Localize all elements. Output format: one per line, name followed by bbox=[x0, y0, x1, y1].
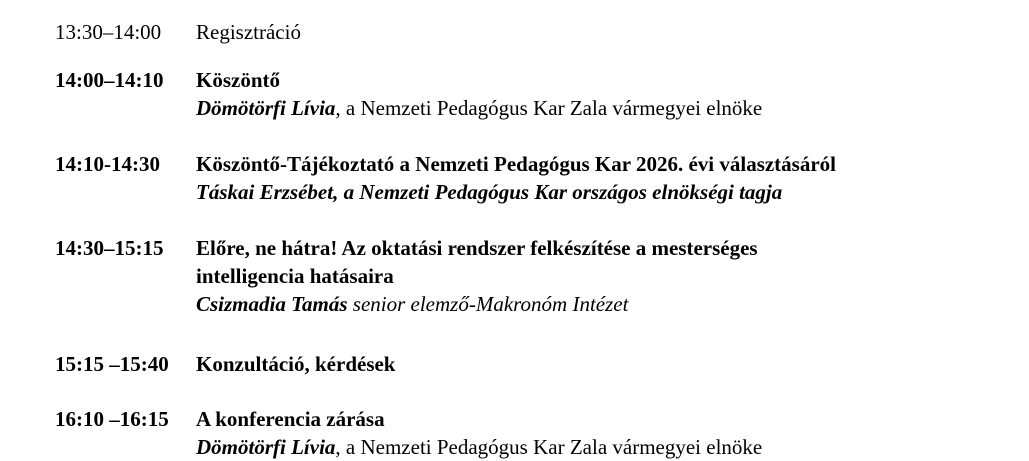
speaker-role: , a Nemzeti Pedagógus Kar Zala vármegyei elnöke bbox=[335, 96, 763, 120]
speaker-role: senior elemző-Makronóm Intézet bbox=[347, 292, 629, 316]
agenda-content bbox=[196, 405, 996, 461]
agenda-content bbox=[196, 350, 996, 378]
speaker-name: Csizmadia Tamás bbox=[196, 292, 348, 316]
agenda-title: A konferencia zárása bbox=[196, 407, 385, 431]
agenda-time: 13:30–14:00 bbox=[55, 20, 162, 44]
agenda-speaker-line bbox=[196, 433, 996, 461]
agenda-time: 14:00–14:10 bbox=[55, 68, 164, 92]
agenda-time: 14:10-14:30 bbox=[55, 152, 160, 176]
agenda-speaker-line bbox=[196, 290, 996, 318]
speaker-name: Dömötörfi Lívia bbox=[196, 96, 336, 120]
agenda-title: Regisztráció bbox=[196, 20, 301, 44]
agenda-content bbox=[196, 234, 996, 318]
agenda-content bbox=[196, 18, 996, 46]
agenda-time: 16:10 –16:15 bbox=[55, 407, 169, 431]
agenda-speaker-line bbox=[196, 94, 996, 122]
agenda-time: 15:15 –15:40 bbox=[55, 352, 169, 376]
agenda-title: Konzultáció, kérdések bbox=[196, 352, 396, 376]
speaker-name: Dömötörfi Lívia bbox=[196, 435, 336, 459]
agenda-title-line-1: Előre, ne hátra! Az oktatási rendszer felkészítése a mesterséges bbox=[196, 236, 758, 260]
agenda-title: Köszöntő-Tájékoztató a Nemzeti Pedagógus Kar 2026. évi választásáról bbox=[196, 152, 837, 176]
agenda-content bbox=[196, 150, 996, 206]
agenda-content bbox=[196, 66, 996, 122]
agenda-title-line-2: intelligencia hatásaira bbox=[196, 264, 394, 288]
speaker-name: Táskai Erzsébet, a Nemzeti Pedagógus Kar országos elnökségi tagja bbox=[196, 180, 783, 204]
agenda-title: Köszöntő bbox=[196, 68, 280, 92]
agenda-time: 14:30–15:15 bbox=[55, 236, 164, 260]
speaker-role: , a Nemzeti Pedagógus Kar Zala vármegyei elnöke bbox=[335, 435, 763, 459]
